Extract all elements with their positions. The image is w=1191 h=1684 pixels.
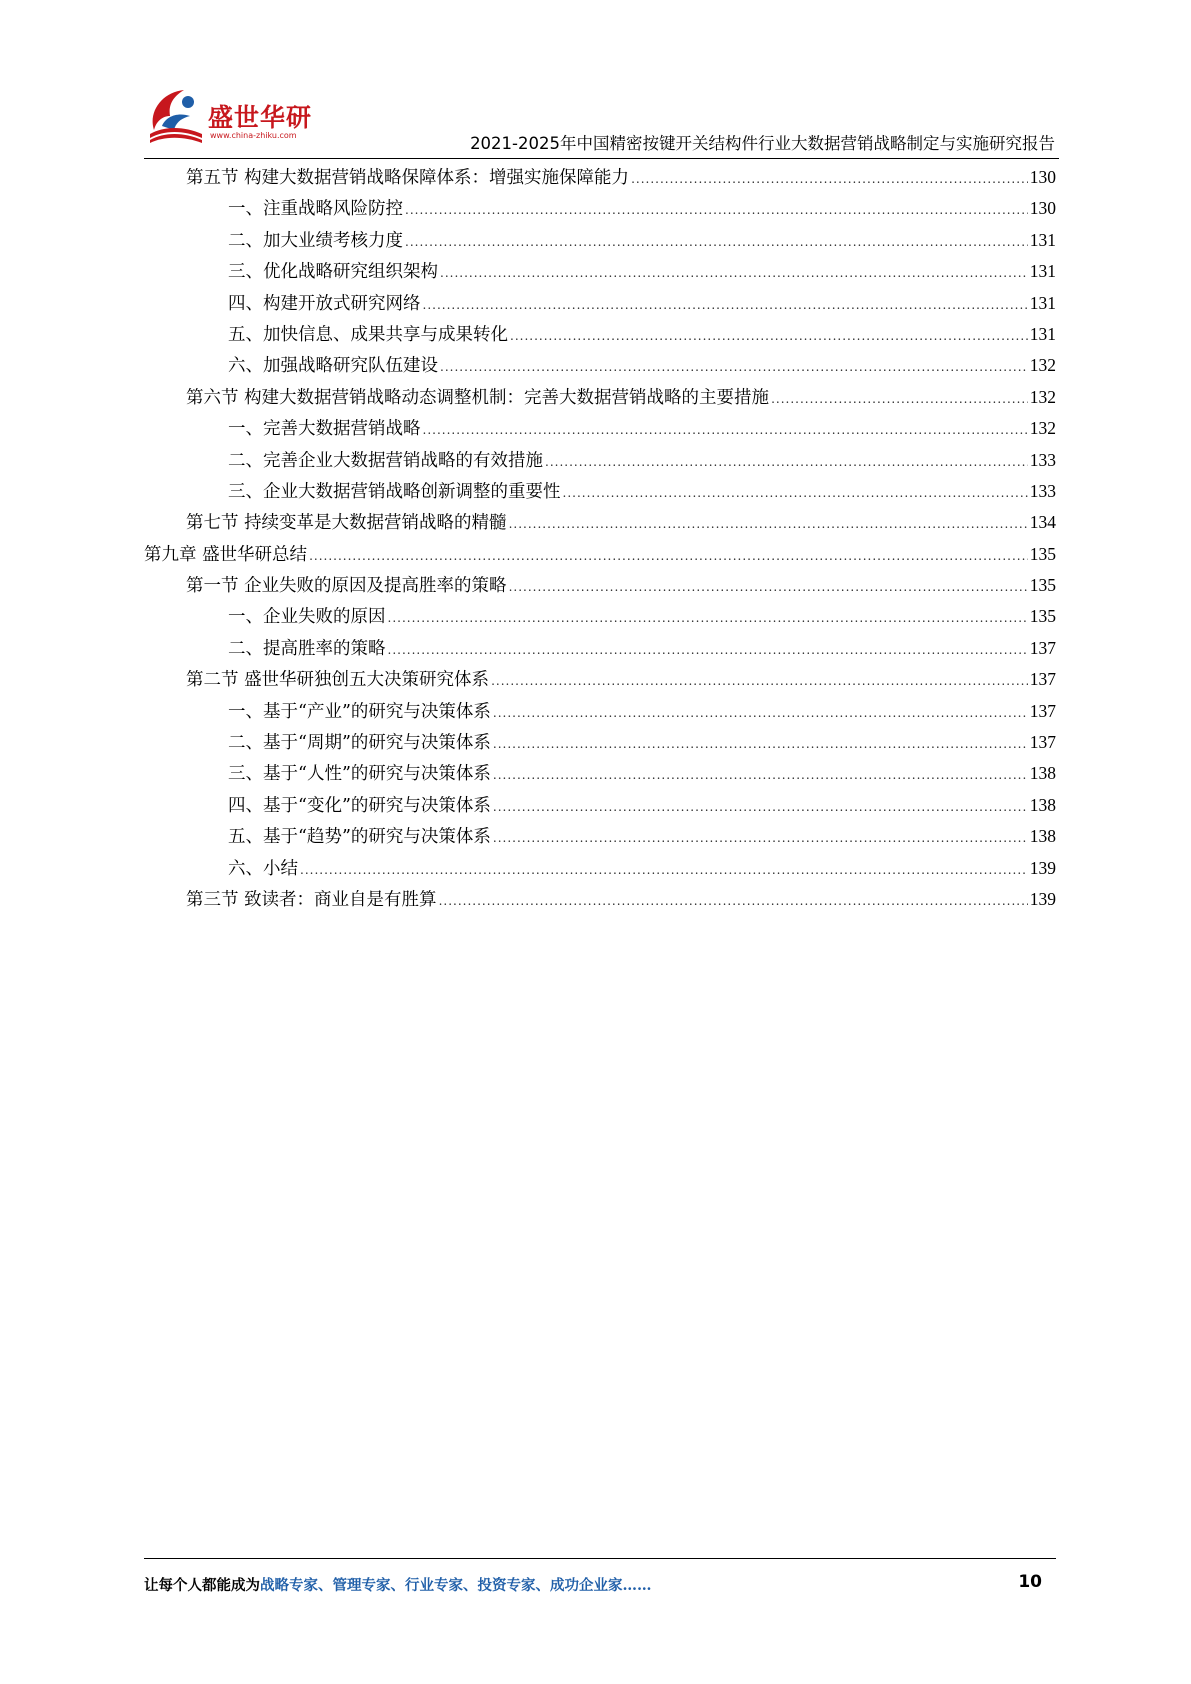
toc-entry-page: 131 (1029, 229, 1056, 250)
toc-entry-page: 138 (1029, 794, 1056, 815)
toc-entry-title: 第五节 构建大数据营销战略保障体系：增强实施保障能力 (186, 168, 630, 188)
toc-entry-page: 138 (1029, 826, 1056, 847)
toc-entry[interactable] (144, 570, 1056, 601)
toc-entry[interactable] (144, 476, 1056, 507)
toc-entry[interactable] (144, 758, 1056, 789)
toc-entry[interactable] (144, 382, 1056, 413)
header-divider (144, 158, 1059, 159)
toc-entry[interactable] (144, 193, 1056, 224)
toc-dot-leader (423, 415, 1028, 446)
toc-entry[interactable] (144, 162, 1056, 193)
page-header (144, 78, 1059, 162)
page-footer (144, 1574, 1056, 1598)
toc-dot-leader (493, 698, 1028, 729)
toc-entry-page: 137 (1029, 700, 1056, 721)
footer-slogan-lead: 让每个人都能成为 (144, 1577, 260, 1594)
toc-entry-title: 二、加大业绩考核力度 (228, 230, 403, 251)
toc-entry-page: 138 (1029, 763, 1056, 784)
toc-entry-page: 134 (1029, 512, 1056, 533)
toc-entry-title: 一、注重战略风险防控 (228, 199, 403, 220)
toc-entry-page: 135 (1029, 606, 1056, 627)
report-title: 2021-2025年中国精密按键开关结构件行业大数据营销战略制定与实施研究报告 (470, 134, 1055, 153)
toc-entry-page: 132 (1029, 355, 1056, 376)
toc-entry-title: 第七节 持续变革是大数据营销战略的精髓 (186, 513, 507, 534)
toc-dot-leader (388, 635, 1028, 666)
toc-dot-leader (440, 258, 1028, 289)
toc-entry[interactable] (144, 884, 1056, 915)
toc-dot-leader (509, 572, 1028, 603)
toc-entry-title: 一、完善大数据营销战略 (228, 419, 421, 440)
toc-entry-title: 第九章 盛世华研总结 (144, 544, 308, 565)
toc-dot-leader (631, 164, 1028, 195)
table-of-contents (144, 162, 1056, 915)
toc-entry-title: 一、基于“产业”的研究与决策体系 (228, 701, 491, 722)
toc-entry-page: 139 (1029, 857, 1056, 878)
toc-entry-title: 四、基于“变化”的研究与决策体系 (228, 795, 491, 816)
toc-entry[interactable] (144, 539, 1056, 570)
toc-entry[interactable] (144, 601, 1056, 632)
toc-dot-leader (491, 666, 1028, 697)
page-number: 10 (1018, 1572, 1042, 1592)
toc-dot-leader (493, 823, 1028, 854)
toc-entry-page: 137 (1029, 732, 1056, 753)
toc-entry[interactable] (144, 727, 1056, 758)
toc-entry-title: 六、加强战略研究队伍建设 (228, 356, 438, 377)
toc-entry-title: 第一节 企业失败的原因及提高胜率的策略 (186, 576, 507, 597)
toc-dot-leader (509, 509, 1028, 540)
toc-entry[interactable] (144, 225, 1056, 256)
toc-dot-leader (493, 729, 1028, 760)
toc-dot-leader (440, 352, 1028, 383)
toc-entry[interactable] (144, 288, 1056, 319)
logo-text: 盛世华研 (208, 103, 313, 132)
toc-entry-title: 三、基于“人性”的研究与决策体系 (228, 764, 491, 785)
toc-entry[interactable] (144, 507, 1056, 538)
toc-entry-title: 一、企业失败的原因 (228, 607, 386, 628)
footer-divider (144, 1558, 1056, 1559)
toc-dot-leader (493, 760, 1028, 791)
toc-dot-leader (300, 855, 1028, 886)
logo-emblem-icon (144, 82, 214, 148)
logo-url: www.china-zhiku.com (210, 131, 297, 140)
toc-entry[interactable] (144, 821, 1056, 852)
company-logo (144, 78, 334, 150)
toc-entry-title: 二、提高胜率的策略 (228, 638, 386, 659)
toc-entry[interactable] (144, 633, 1056, 664)
toc-entry[interactable] (144, 445, 1056, 476)
toc-entry-title: 二、完善企业大数据营销战略的有效措施 (228, 450, 543, 471)
toc-dot-leader (405, 227, 1028, 258)
toc-dot-leader (545, 447, 1028, 478)
toc-entry-page: 139 (1029, 888, 1056, 909)
toc-entry[interactable] (144, 413, 1056, 444)
toc-entry[interactable] (144, 256, 1056, 287)
toc-dot-leader (405, 195, 1028, 226)
toc-dot-leader (771, 384, 1028, 415)
toc-entry-page: 135 (1029, 575, 1056, 596)
toc-entry-page: 131 (1029, 261, 1056, 282)
footer-slogan-accent: 战略专家、管理专家、行业专家、投资专家、成功企业家…… (260, 1577, 652, 1594)
toc-entry-page: 132 (1029, 386, 1056, 407)
toc-entry-title: 第六节 构建大数据营销战略动态调整机制：完善大数据营销战略的主要措施 (186, 387, 770, 408)
toc-entry-page: 131 (1029, 292, 1056, 313)
toc-dot-leader (510, 321, 1028, 352)
toc-entry-title: 二、基于“周期”的研究与决策体系 (228, 733, 491, 754)
toc-entry-page: 135 (1029, 543, 1056, 564)
toc-entry[interactable] (144, 319, 1056, 350)
toc-entry-page: 137 (1029, 669, 1056, 690)
toc-entry-page: 132 (1029, 418, 1056, 439)
toc-entry-page: 130 (1029, 167, 1056, 187)
toc-entry-page: 131 (1029, 323, 1056, 344)
toc-entry[interactable] (144, 696, 1056, 727)
toc-dot-leader (563, 478, 1028, 509)
toc-entry-title: 六、小结 (228, 858, 298, 879)
toc-entry-page: 133 (1029, 480, 1056, 501)
toc-dot-leader (309, 541, 1028, 572)
toc-entry[interactable] (144, 664, 1056, 695)
toc-entry[interactable] (144, 790, 1056, 821)
toc-entry-title: 第三节 致读者：商业自是有胜算 (186, 889, 437, 910)
toc-entry-page: 133 (1029, 449, 1056, 470)
toc-dot-leader (493, 792, 1028, 823)
toc-dot-leader (423, 290, 1028, 321)
toc-entry-title: 四、构建开放式研究网络 (228, 293, 421, 314)
toc-entry-title: 五、加快信息、成果共享与成果转化 (228, 324, 508, 345)
toc-entry[interactable] (144, 350, 1056, 381)
toc-entry-title: 五、基于“趋势”的研究与决策体系 (228, 827, 491, 848)
toc-entry-page: 137 (1029, 637, 1056, 658)
toc-dot-leader (388, 603, 1028, 634)
toc-dot-leader (439, 886, 1028, 917)
toc-entry-page: 130 (1029, 198, 1056, 219)
toc-entry[interactable] (144, 853, 1056, 884)
toc-entry-title: 三、企业大数据营销战略创新调整的重要性 (228, 481, 561, 502)
toc-entry-title: 三、优化战略研究组织架构 (228, 262, 438, 283)
toc-entry-title: 第二节 盛世华研独创五大决策研究体系 (186, 670, 490, 691)
